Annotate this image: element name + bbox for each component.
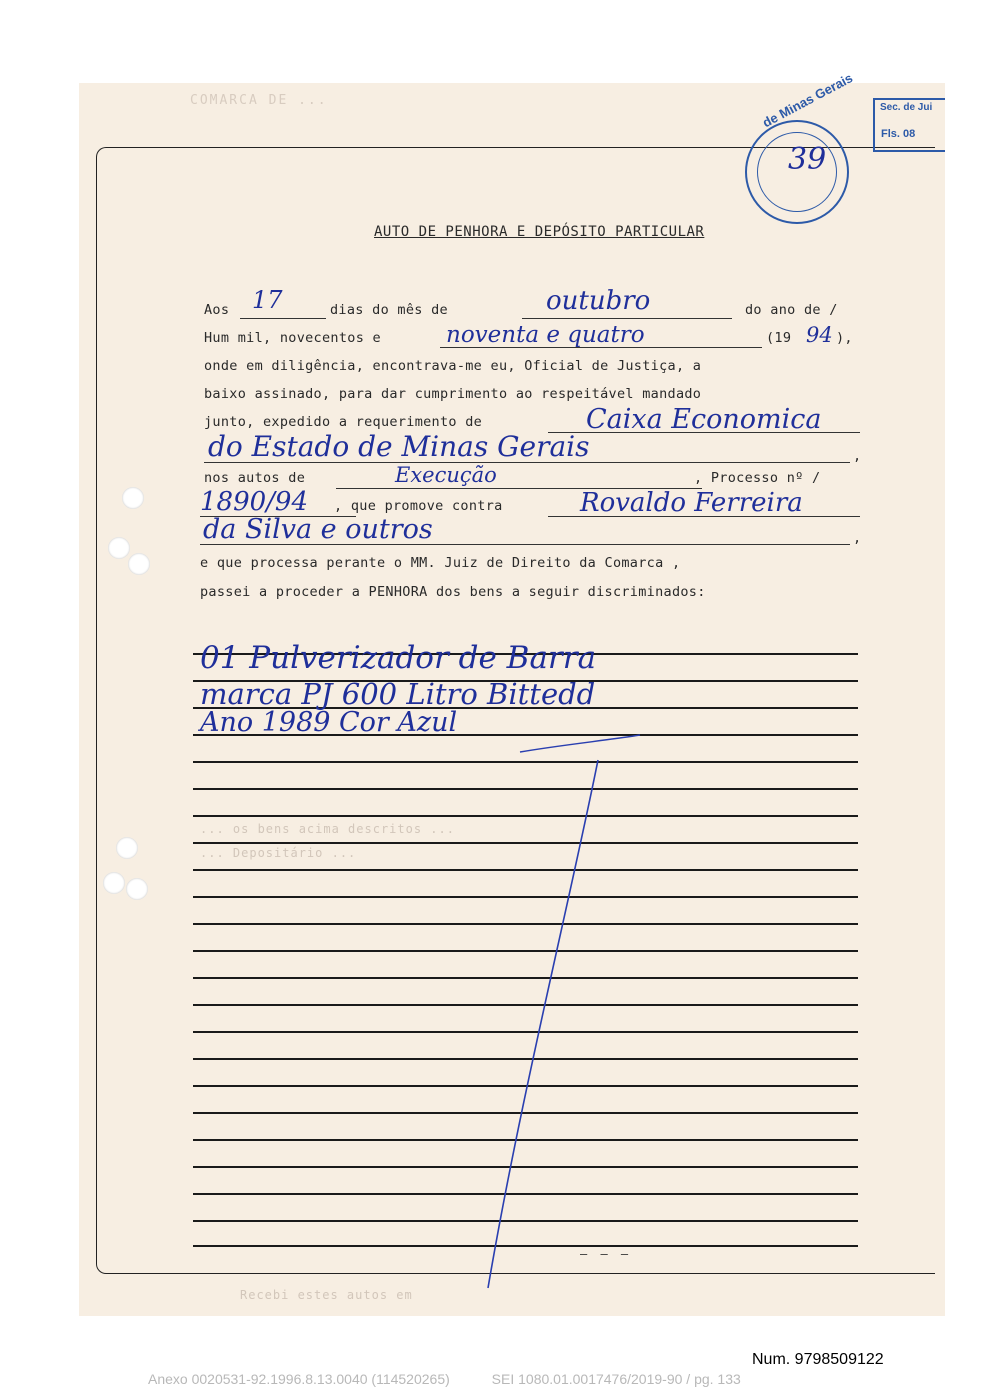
faint-bottom-text: Recebi estes autos em <box>240 1288 413 1302</box>
annex-reference: Anexo 0020531-92.1996.8.13.0040 (114520265) <box>148 1371 450 1387</box>
footer-metadata <box>148 1371 779 1387</box>
handwritten-item-2: marca PJ 600 Litro Bittedd <box>200 677 596 711</box>
court-seal-text: de Minas Gerais <box>760 70 856 131</box>
text-diligencia: onde em diligência, encontrava-me eu, Oficial de Justiça, a <box>204 358 702 374</box>
handwritten-folio: 39 <box>788 142 827 177</box>
document-title: AUTO DE PENHORA E DEPÓSITO PARTICULAR <box>374 224 705 240</box>
bottom-dash-marks: — — — <box>580 1247 632 1261</box>
handwritten-debtor-2: da Silva e outros <box>203 514 433 545</box>
faint-bleed-line-1: ... os bens acima descritos ... <box>200 822 455 836</box>
text-dias-do-mes: dias do mês de <box>330 302 448 318</box>
sei-reference: SEI 1080.01.0017476/2019-90 / pg. 133 <box>491 1371 741 1387</box>
comma-debtor: , <box>853 530 862 546</box>
text-processo: , Processo nº / <box>694 470 821 486</box>
handwritten-month: outubro <box>546 286 651 316</box>
text-processa-perante: e que processa perante o MM. Juiz de Direito da Comarca , <box>200 555 681 571</box>
handwritten-creditor-2: do Estado de Minas Gerais <box>208 430 590 463</box>
text-nos-autos: nos autos de <box>204 470 306 486</box>
text-year-open: (19 <box>766 330 792 346</box>
text-year-close: ), <box>836 330 853 346</box>
text-requerimento: junto, expedido a requerimento de <box>204 414 483 430</box>
punch-hole <box>108 537 130 559</box>
handwritten-year-digits: 94 <box>806 323 833 347</box>
text-cumprimento: baixo assinado, para dar cumprimento ao respeitável mandado <box>204 386 702 402</box>
punch-hole <box>103 872 125 894</box>
faint-bleed-line-2: ... Depositário ... <box>200 846 357 860</box>
document-number: Num. 9798509122 <box>752 1351 884 1368</box>
handwritten-creditor-1: Caixa Economica <box>586 404 822 435</box>
text-promove-contra: , que promove contra <box>334 498 503 514</box>
handwritten-item-1: 01 Pulverizador de Barra <box>200 640 597 676</box>
punch-hole <box>126 878 148 900</box>
handwritten-year-words: noventa e quatro <box>446 322 645 348</box>
faint-header: COMARCA DE ... <box>190 93 328 107</box>
folio-stamp-number: Fls. 08 <box>881 128 916 140</box>
punch-hole <box>116 837 138 859</box>
folio-stamp-header: Sec. de Jui <box>880 102 933 113</box>
handwritten-action: Execução <box>395 463 497 487</box>
text-do-ano: do ano de / <box>745 302 838 318</box>
text-passei-penhora: passei a proceder a PENHORA dos bens a seguir discriminados: <box>200 584 706 600</box>
handwritten-debtor-1: Rovaldo Ferreira <box>580 488 803 518</box>
punch-hole <box>128 553 150 575</box>
handwritten-process-number: 1890/94 <box>200 487 309 517</box>
text-aos: Aos <box>204 302 230 318</box>
handwritten-item-3: Ano 1989 Cor Azul <box>200 707 458 738</box>
text-hum-mil: Hum mil, novecentos e <box>204 330 381 346</box>
comma-creditor: , <box>853 448 862 464</box>
handwritten-day: 17 <box>252 286 283 314</box>
punch-hole <box>122 487 144 509</box>
